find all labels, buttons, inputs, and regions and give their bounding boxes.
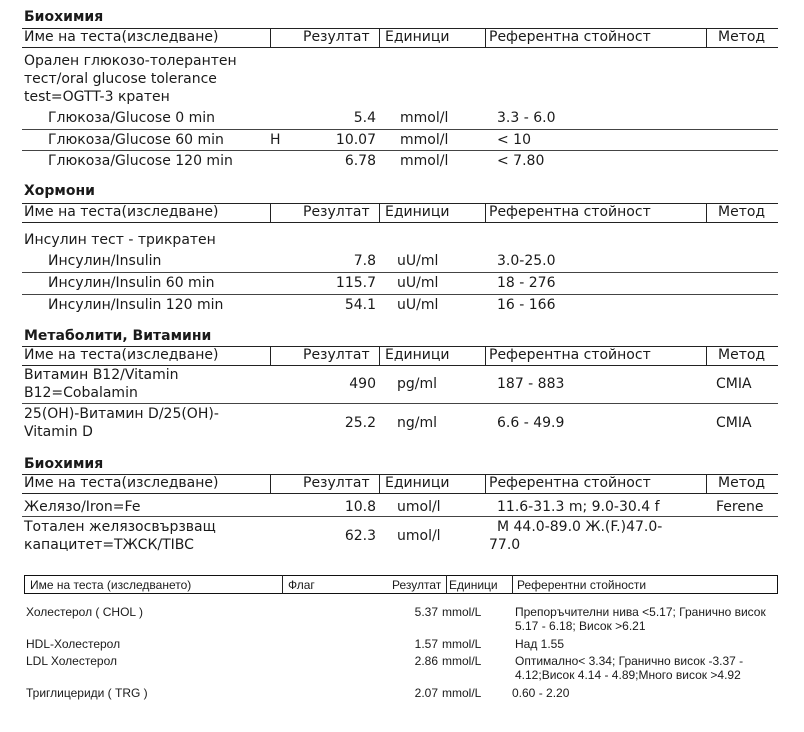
test-name: Желязо/Iron=Fe [24,499,141,515]
header-units: Единици [385,29,450,45]
header-units: Единици [385,204,450,220]
reference-range: Препоръчителни нива <5.17; Гранично висок [515,605,766,619]
test-name: Глюкоза/Glucose 120 min [48,153,233,169]
result-value: 2.86 [414,654,438,668]
group-label: тест/oral glucose tolerance [24,71,217,87]
result-value: 2.07 [414,686,438,700]
result-value: 7.8 [353,253,376,269]
result-value: 5.37 [414,605,438,619]
test-name: Глюкоза/Glucose 60 min [48,132,224,148]
units: mmol/L [442,686,482,700]
header-units: Единици [385,475,450,491]
reference-range: Оптимално< 3.34; Гранично висок -3.37 - [515,654,744,668]
reference-range: 5.17 - 6.18; Висок >6.21 [515,619,646,633]
result-value: 6.78 [344,153,376,169]
result-value: 62.3 [344,528,376,544]
test-name: капацитет=ТЖСК/TIBC [24,537,194,553]
units: uU/ml [397,275,439,291]
reference-range: 77.0 [489,537,521,553]
section-title-biochemistry: Биохимия [24,9,104,25]
reference-range: Над 1.55 [515,637,565,651]
units: uU/ml [397,253,439,269]
reference-range: М 44.0-89.0 Ж.(F.)47.0- [497,519,663,535]
method: CMIA [716,415,752,431]
header-name: Име на теста(изследване) [24,204,219,220]
header-reference: Референтна стойност [489,29,651,45]
test-name: Инсулин/Insulin [48,253,162,269]
test-name: LDL Холестерол [26,654,117,668]
group-label: Инсулин тест - трикратен [24,232,216,248]
reference-range: 16 - 166 [497,297,556,313]
units: uU/ml [397,297,439,313]
lipid-header-result: Резултат [392,578,442,592]
lipid-header-reference: Референтни стойности [517,578,647,592]
result-value: 490 [349,376,376,392]
flag: H [270,132,281,148]
method: Ferene [716,499,764,515]
result-value: 54.1 [344,297,376,313]
header-reference: Референтна стойност [489,475,651,491]
result-value: 115.7 [335,275,376,291]
lipid-header-flag: Флаг [288,578,315,592]
units: mmol/l [400,110,449,126]
header-name: Име на теста(изследване) [24,347,219,363]
header-result: Резултат [303,204,370,220]
test-name: B12=Cobalamin [24,385,138,401]
result-value: 10.8 [344,499,376,515]
header-name: Име на теста(изследване) [24,29,219,45]
units: umol/l [397,528,441,544]
units: mmol/L [442,605,482,619]
test-name: Тотален желязосвързващ [24,519,216,535]
header-result: Резултат [303,475,370,491]
header-method: Метод [718,204,766,220]
test-name: Vitamin D [24,424,93,440]
reference-range: 18 - 276 [497,275,556,291]
header-result: Резултат [303,347,370,363]
test-name: Витамин B12/Vitamin [24,367,179,383]
result-value: 25.2 [344,415,376,431]
units: mmol/l [400,153,449,169]
test-name: 25(OH)-Витамин D/25(OH)- [24,406,219,422]
section-title-metabolites: Метаболити, Витамини [24,328,212,344]
group-label: test=OGTT-3 кратен [24,89,170,105]
test-name: Инсулин/Insulin 60 min [48,275,215,291]
reference-range: < 10 [497,132,531,148]
test-name: HDL-Холестерол [26,637,121,651]
reference-range: 0.60 - 2.20 [512,686,570,700]
header-method: Метод [718,347,766,363]
header-reference: Референтна стойност [489,204,651,220]
reference-range: 3.3 - 6.0 [497,110,556,126]
reference-range: 3.0-25.0 [497,253,556,269]
test-name: Триглицериди ( TRG ) [26,686,148,700]
test-name: Глюкоза/Glucose 0 min [48,110,216,126]
reference-range: < 7.80 [497,153,545,169]
header-name: Име на теста(изследване) [24,475,219,491]
reference-range: 11.6-31.3 m; 9.0-30.4 f [497,499,660,515]
section-title-biochemistry-2: Биохимия [24,456,104,472]
result-value: 10.07 [335,132,376,148]
reference-range: 4.12;Висок 4.14 - 4.89;Много висок >4.92 [515,668,741,682]
units: umol/l [397,499,441,515]
lipid-header-name: Име на теста (изследването) [30,578,192,592]
units: mmol/L [442,637,482,651]
units: pg/ml [397,376,438,392]
result-value: 1.57 [414,637,438,651]
section-title-hormones: Хормони [24,183,95,199]
units: mmol/L [442,654,482,668]
group-label: Орален глюкозо-толерантен [24,53,237,69]
units: mmol/l [400,132,449,148]
lipid-header-units: Единици [449,578,498,592]
test-name: Холестерол ( CHOL ) [26,605,143,619]
test-name: Инсулин/Insulin 120 min [48,297,224,313]
header-reference: Референтна стойност [489,347,651,363]
reference-range: 6.6 - 49.9 [497,415,565,431]
result-value: 5.4 [353,110,376,126]
units: ng/ml [397,415,438,431]
reference-range: 187 - 883 [497,376,565,392]
header-method: Метод [718,29,766,45]
header-units: Единици [385,347,450,363]
method: CMIA [716,376,752,392]
header-result: Резултат [303,29,370,45]
header-method: Метод [718,475,766,491]
